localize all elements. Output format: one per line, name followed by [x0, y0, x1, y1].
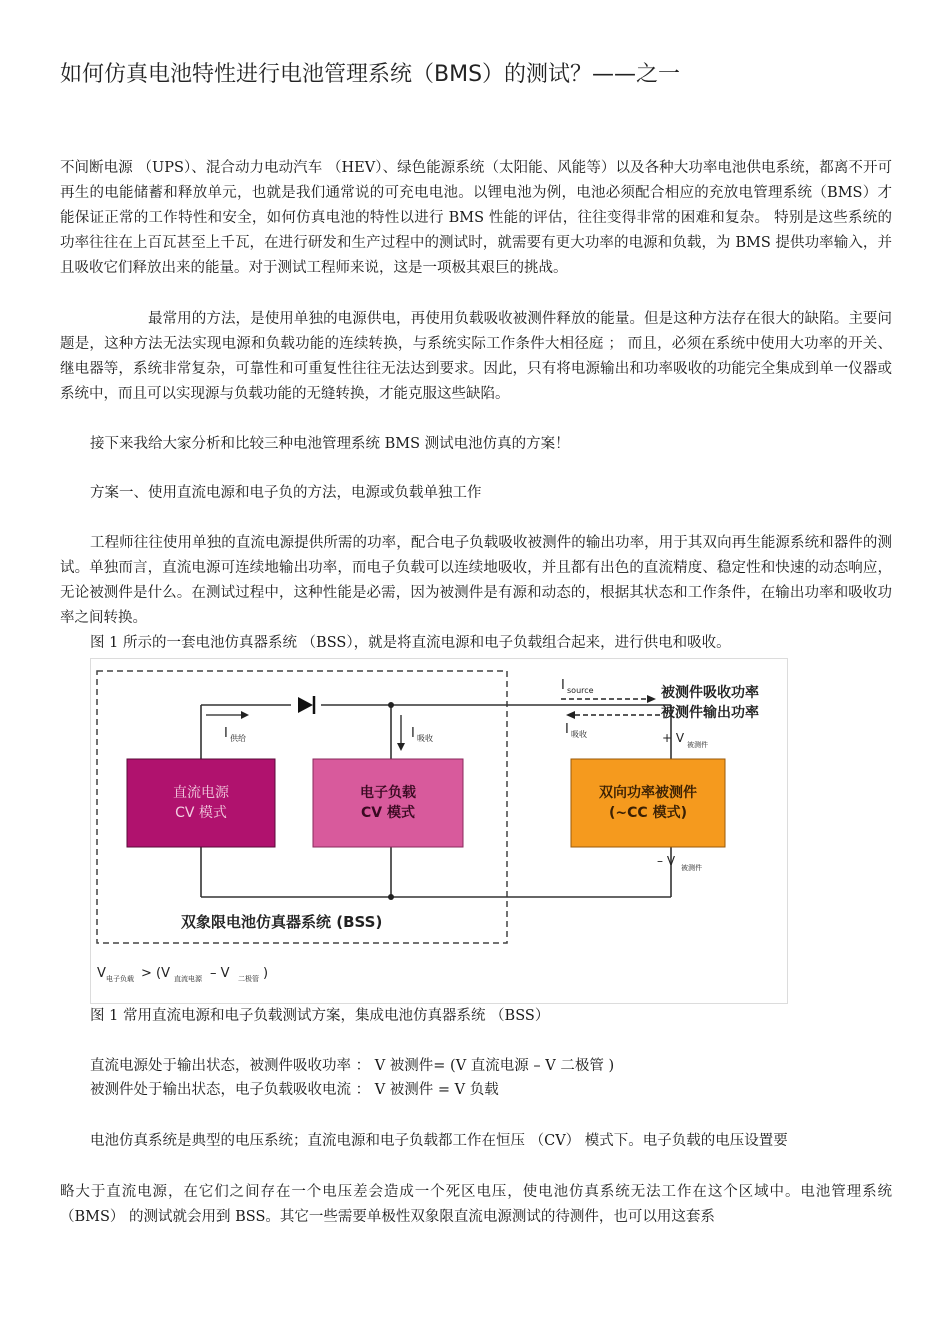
paragraph-plan-1: 工程师往往使用单独的直流电源提供所需的功率，配合电子负载吸收被测件的输出功率，用于其双向再生能源系统和器件的测试。单独而言，直流电源可连续地输出功率，而电子负载可以连续地吸收，并且都有出色的直流精度、稳定性和快速的动态响应，无论被测件是什么。在测试过程中，这种性能是必需，因为被测件是有源和动态的，根据其状态和工作条件，在输出功率和吸收功率之间转换。 — [60, 535, 892, 626]
diode-icon — [298, 696, 314, 714]
eload-block — [313, 759, 463, 847]
condition-formula — [97, 966, 268, 983]
i-source-subscript: source — [567, 686, 594, 695]
i-supply-label: I — [224, 726, 228, 741]
figure-1-diagram — [90, 658, 788, 1004]
paragraph-figure-intro: 图 1 所示的一套电池仿真器系统 （BSS），就是将直流电源和电子负载组合起来，进行供电和吸收。 — [90, 635, 731, 651]
svg-text:V: V — [97, 966, 106, 981]
paragraph-intro: 不间断电源 （UPS）、混合动力电动汽车 （HEV）、绿色能源系统（太阳能、风能等）以及各种大功率电池供电系统，都离不开可再生的电能储蓄和释放单元，也就是我们通常说的可充电电池。以锂电池为例，电池必须配合相应的充放电管理系统（BMS）才能保证正常的工作特性和安全，如何仿真电池的特性以进行 BMS 性能的评估，往往变得非常的困难和复杂。 特别是这些系统的功率往往在上百瓦甚至上千瓦，在进行研发和生产过程中的测试时，就需要有更大功率的电源和负载，为 BMS 提供功率输入，并且吸收它们释放出来的能量。对于测试工程师来说，这是一项极其艰巨的挑战。 — [60, 160, 892, 276]
dut-title: 双向功率被测件 — [599, 785, 697, 801]
junction-dot — [388, 894, 394, 900]
v-plus-label: + V — [662, 731, 685, 745]
eload-mode: CV 模式 — [361, 805, 415, 821]
svg-text:直流电源: 直流电源 — [174, 975, 202, 983]
dc-source-mode: CV 模式 — [175, 805, 227, 821]
i-supply-arrow-icon — [206, 711, 249, 719]
paragraph-deadzone: 略大于直流电源，在它们之间存在一个电压差会造成一个死区电压，使电池仿真系统无法工作在这个区域中。电池管理系统 （BMS） 的测试就会用到 BSS。其它一些需要单极性双象限直流电源测试的待测件，也可以用这套系 — [60, 1184, 892, 1225]
figure-caption: 图 1 常用直流电源和电子负载测试方案，集成电池仿真器系统 （BSS） — [90, 1008, 550, 1024]
junction-dot — [388, 702, 394, 708]
formula-source-output: 直流电源处于输出状态，被测件吸收功率 ： V 被测件= (V 直流电源 – V 二极管 ) — [90, 1058, 615, 1074]
i-absorb-subscript: 吸收 — [417, 734, 433, 743]
paragraph-transition: 接下来我给大家分析和比较三种电池管理系统 BMS 测试电池仿真的方案！ — [90, 436, 570, 452]
v-minus-label: – V — [657, 854, 676, 868]
i-supply-subscript: 供给 — [230, 734, 246, 743]
i-absorb-label: I — [411, 726, 415, 741]
paragraph-voltage-system: 电池仿真系统是典型的电压系统；直流电源和电子负载都工作在恒压 （CV） 模式下。电子负载的电压设置要 — [90, 1133, 788, 1149]
dut-block — [571, 759, 725, 847]
svg-text:– V: – V — [210, 966, 230, 981]
paragraph-common-method: 最常用的方法，是使用单独的电源供电，再使用负载吸收被测件释放的能量。但是这种方法存在很大的缺陷。主要问题是，这种方法无法实现电源和负载功能的连续转换，与系统实际工作条件大相径庭 ； 而且，必须在系统中使用大功率的开关、继电器等，系统非常复杂，可靠性和可重复性往往无法达到要求。因此，只有将电源输出和功率吸收的功能完全集成到单一仪器或系统中，而且可以实现源与负载功能的无缝转换，才能克服这些缺陷。 — [60, 311, 892, 402]
v-plus-subscript: 被测件 — [687, 741, 708, 749]
v-minus-subscript: 被测件 — [681, 864, 702, 872]
section-heading-plan-1: 方案一、使用直流电源和电子负的方法，电源或负载单独工作 — [90, 485, 482, 501]
eload-title: 电子负载 — [360, 785, 416, 801]
i-absorb-arrow-icon — [397, 715, 405, 751]
svg-text:二极管: 二极管 — [238, 975, 259, 983]
i-sink-arrow-icon — [566, 711, 661, 719]
dc-source-block — [127, 759, 275, 847]
dut-mode: (~CC 模式) — [609, 805, 687, 821]
svg-text:> (V: > (V — [141, 966, 170, 981]
dc-source-title: 直流电源 — [173, 785, 229, 801]
legend-dut-output: 被测件输出功率 — [661, 705, 759, 721]
page-title: 如何仿真电池特性进行电池管理系统（BMS）的测试？——之一 — [60, 62, 681, 87]
i-source-label: I — [561, 678, 565, 693]
formula-dut-output: 被测件处于输出状态，电子负载吸收电流 ： V 被测件 = V 负载 — [90, 1082, 499, 1098]
i-sink-subscript: 吸收 — [571, 730, 587, 739]
svg-text:): ) — [263, 966, 269, 981]
svg-text:电子负载: 电子负载 — [106, 975, 134, 983]
i-source-arrow-icon — [561, 695, 656, 703]
legend-dut-absorb: 被测件吸收功率 — [661, 685, 759, 701]
i-sink-label: I — [565, 722, 569, 737]
bss-label: 双象限电池仿真器系统 (BSS) — [181, 913, 383, 931]
